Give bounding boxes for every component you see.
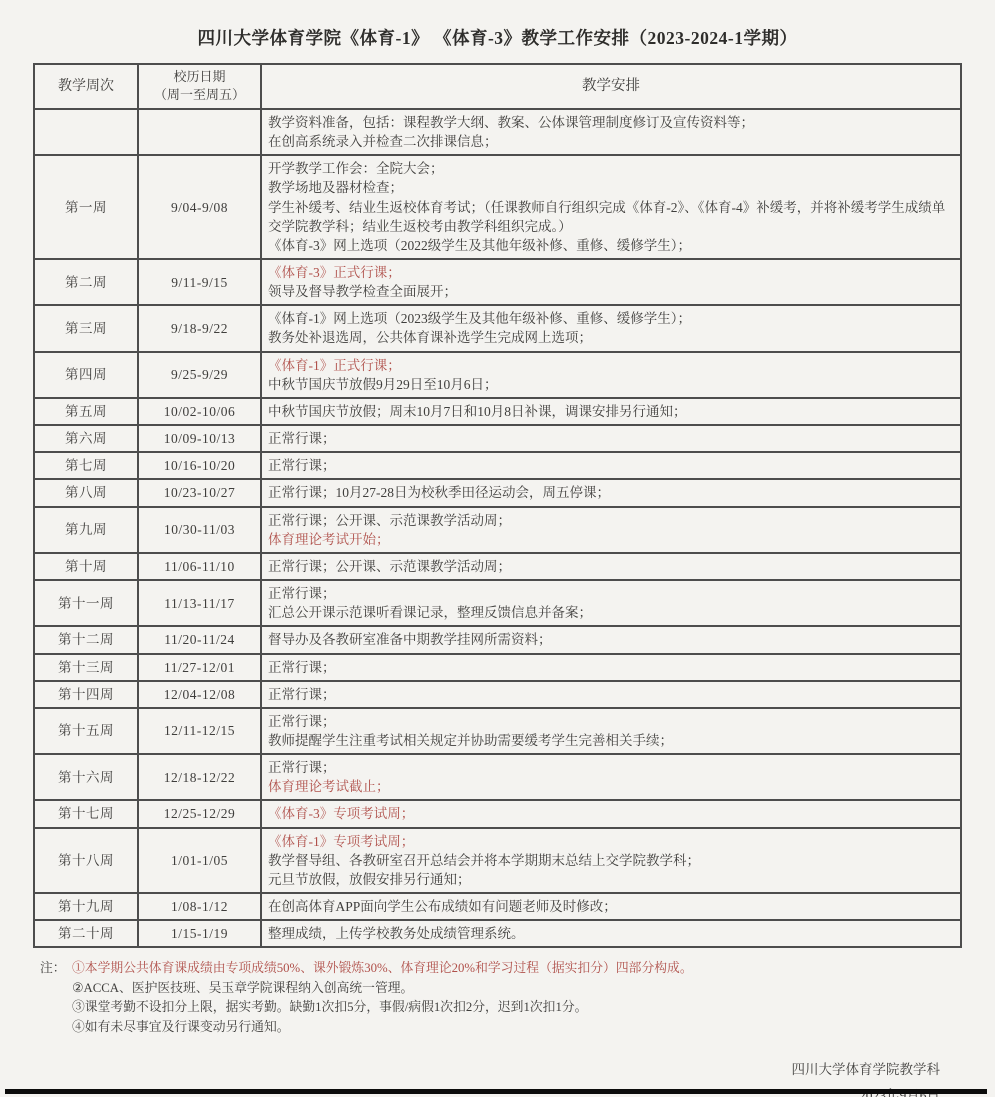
- schedule-cell: [261, 479, 961, 506]
- schedule-line: 正常行课；: [268, 659, 336, 675]
- table-row: [34, 893, 961, 920]
- schedule-cell: [261, 109, 961, 155]
- notes-section: [40, 959, 940, 1037]
- week-cell: 第十八周: [34, 828, 138, 893]
- week-cell: 第十六周: [34, 754, 138, 800]
- schedule-line: 中秋节国庆节放假；周末10月7日和10月8日补课，调课安排另行通知；: [268, 403, 687, 419]
- notes-label: 注：: [40, 961, 66, 976]
- week-cell: 第十三周: [34, 654, 138, 681]
- table-row: [34, 109, 961, 155]
- week-cell: 第二十周: [34, 920, 138, 947]
- schedule-cell: [261, 681, 961, 708]
- dates-cell: [138, 109, 261, 155]
- schedule-cell: [261, 398, 961, 425]
- dates-cell: 12/18-12/22: [138, 754, 261, 800]
- schedule-line: 《体育-1》正式行课；: [268, 357, 401, 373]
- dates-cell: 11/13-11/17: [138, 580, 261, 626]
- schedule-line: 正常行课；: [268, 431, 336, 447]
- schedule-cell: [261, 654, 961, 681]
- schedule-line: 教务处补退选周，公共体育课补选学生完成网上选项；: [268, 330, 592, 346]
- table-row: [34, 425, 961, 452]
- schedule-line: 在创高系统录入并检查二次排课信息；: [268, 134, 498, 150]
- schedule-cell: [261, 553, 961, 580]
- week-cell: 第二周: [34, 259, 138, 305]
- signature-org: 四川大学体育学院教学科: [791, 1062, 940, 1078]
- table-row: [34, 828, 961, 893]
- schedule-cell: [261, 828, 961, 893]
- table-row: [34, 654, 961, 681]
- table-row: [34, 398, 961, 425]
- note-item: ③课堂考勤不设扣分上限，据实考勤。缺勤1次扣5分，事假/病假1次扣2分，迟到1次扣1分。: [72, 1000, 588, 1015]
- schedule-line: 正常行课；: [268, 713, 336, 729]
- week-cell: 第十七周: [34, 800, 138, 827]
- week-cell: 第一周: [34, 155, 138, 259]
- schedule-cell: [261, 626, 961, 653]
- dates-cell: 11/20-11/24: [138, 626, 261, 653]
- table-row: [34, 708, 961, 754]
- schedule-cell: [261, 893, 961, 920]
- table-row: [34, 681, 961, 708]
- table-header-row: [34, 64, 961, 109]
- schedule-cell: [261, 708, 961, 754]
- schedule-line: 学生补缓考、结业生返校体育考试；（任课教师自行组织完成《体育-2》、《体育-4》补缓考，并将补缓考学生成绩单交学院教学科；结业生返校考由教学科组织完成。）: [268, 199, 946, 234]
- table-row: [34, 626, 961, 653]
- week-cell: 第八周: [34, 479, 138, 506]
- col-header-dates-line2: （周一至周五）: [153, 87, 245, 103]
- schedule-cell: [261, 800, 961, 827]
- schedule-line: 正常行课；: [268, 586, 336, 602]
- table-row: [34, 507, 961, 553]
- dates-cell: 9/11-9/15: [138, 259, 261, 305]
- table-row: [34, 479, 961, 506]
- schedule-line: 教学督导组、各教研室召开总结会并将本学期期末总结上交学院教学科；: [268, 852, 700, 868]
- week-cell: [34, 109, 138, 155]
- schedule-cell: [261, 920, 961, 947]
- dates-cell: 10/09-10/13: [138, 425, 261, 452]
- dates-cell: 10/02-10/06: [138, 398, 261, 425]
- table-row: [34, 259, 961, 305]
- schedule-line: 汇总公开课示范课听看课记录，整理反馈信息并备案；: [268, 605, 592, 621]
- note-item: ④如有未尽事宜及行课变动另行通知。: [72, 1019, 290, 1034]
- week-cell: 第四周: [34, 352, 138, 398]
- schedule-line: 正常行课；公开课、示范课教学活动周；: [268, 512, 511, 528]
- week-cell: 第十二周: [34, 626, 138, 653]
- table-row: [34, 920, 961, 947]
- note-items: [72, 959, 940, 1037]
- dates-cell: 11/06-11/10: [138, 553, 261, 580]
- dates-cell: 1/08-1/12: [138, 893, 261, 920]
- schedule-table: [33, 63, 962, 948]
- table-row: [34, 800, 961, 827]
- table-row: [34, 155, 961, 259]
- document-title: 四川大学体育学院《体育-1》 《体育-3》教学工作安排（2023-2024-1学期）: [197, 28, 798, 48]
- schedule-line: 教学场地及器材检查；: [268, 180, 403, 196]
- week-cell: 第十四周: [34, 681, 138, 708]
- week-cell: 第九周: [34, 507, 138, 553]
- schedule-line: 教师提醒学生注重考试相关规定并协助需要缓考学生完善相关手续；: [268, 732, 673, 748]
- schedule-line: 正常行课；10月27-28日为校秋季田径运动会，周五停课；: [268, 485, 610, 501]
- schedule-line: 正常行课；: [268, 458, 336, 474]
- table-row: [34, 580, 961, 626]
- schedule-line: 《体育-3》正式行课；: [268, 265, 401, 280]
- week-cell: 第十一周: [34, 580, 138, 626]
- dates-cell: 12/04-12/08: [138, 681, 261, 708]
- table-row: [34, 452, 961, 479]
- schedule-cell: [261, 452, 961, 479]
- schedule-line: 《体育-1》专项考试周；: [268, 833, 415, 849]
- col-header-schedule: 教学安排: [261, 64, 961, 109]
- table-row: [34, 352, 961, 398]
- schedule-cell: [261, 155, 961, 259]
- schedule-line: 《体育-3》专项考试周；: [268, 806, 415, 822]
- schedule-cell: [261, 352, 961, 398]
- schedule-line: 《体育-1》网上选项（2023级学生及其他年级补修、重修、缓修学生）；: [268, 311, 691, 327]
- week-cell: 第六周: [34, 425, 138, 452]
- schedule-line: 开学教学工作会：全院大会；: [268, 161, 444, 177]
- dates-cell: 9/25-9/29: [138, 352, 261, 398]
- dates-cell: 9/18-9/22: [138, 305, 261, 351]
- schedule-line: 教学资料准备，包括：课程教学大纲、教案、公体课管理制度修订及宣传资料等；: [268, 114, 754, 130]
- schedule-line: 元旦节放假，放假安排另行通知；: [268, 871, 471, 887]
- dates-cell: 11/27-12/01: [138, 654, 261, 681]
- dates-cell: 10/16-10/20: [138, 452, 261, 479]
- schedule-cell: [261, 425, 961, 452]
- dates-cell: 1/01-1/05: [138, 828, 261, 893]
- dates-cell: 12/25-12/29: [138, 800, 261, 827]
- dates-cell: 1/15-1/19: [138, 920, 261, 947]
- dates-cell: 9/04-9/08: [138, 155, 261, 259]
- schedule-cell: [261, 259, 961, 305]
- week-cell: 第五周: [34, 398, 138, 425]
- schedule-line: 体育理论考试截止；: [268, 779, 390, 795]
- schedule-line: 整理成绩，上传学校教务处成绩管理系统。: [268, 926, 525, 942]
- dates-cell: 10/30-11/03: [138, 507, 261, 553]
- schedule-line: 督导办及各教研室准备中期教学挂网所需资料；: [268, 632, 552, 648]
- week-cell: 第七周: [34, 452, 138, 479]
- table-row: [34, 305, 961, 351]
- schedule-line: 正常行课；公开课、示范课教学活动周；: [268, 558, 511, 574]
- schedule-line: 正常行课；: [268, 760, 336, 776]
- schedule-line: 正常行课；: [268, 686, 336, 702]
- schedule-line: 《体育-3》网上选项（2022级学生及其他年级补修、重修、缓修学生）；: [268, 237, 691, 253]
- col-header-week: 教学周次: [34, 64, 138, 109]
- week-cell: 第十周: [34, 553, 138, 580]
- schedule-line: 中秋节国庆节放假9月29日至10月6日；: [268, 376, 498, 392]
- week-cell: 第十九周: [34, 893, 138, 920]
- table-row: [34, 553, 961, 580]
- note-item: ②ACCA、医护医技班、吴玉章学院课程纳入创高统一管理。: [72, 980, 414, 995]
- schedule-cell: [261, 507, 961, 553]
- schedule-line: 在创高体育APP面向学生公布成绩如有问题老师及时修改；: [268, 899, 617, 915]
- schedule-cell: [261, 305, 961, 351]
- schedule-cell: [261, 580, 961, 626]
- table-row: [34, 754, 961, 800]
- schedule-line: 领导及督导教学检查全面展开；: [268, 284, 457, 300]
- week-cell: 第三周: [34, 305, 138, 351]
- week-cell: 第十五周: [34, 708, 138, 754]
- col-header-dates-line1: 校历日期: [173, 69, 226, 84]
- schedule-table-body: [34, 109, 961, 947]
- dates-cell: 10/23-10/27: [138, 479, 261, 506]
- schedule-cell: [261, 754, 961, 800]
- col-header-dates: [138, 64, 261, 109]
- schedule-line: 体育理论考试开始；: [268, 531, 390, 547]
- dates-cell: 12/11-12/15: [138, 708, 261, 754]
- note-item: ①本学期公共体育课成绩由专项成绩50%、课外锻炼30%、体育理论20%和学习过程（据实扣分）四部分构成。: [72, 961, 693, 976]
- scan-edge-bar: [5, 1089, 987, 1094]
